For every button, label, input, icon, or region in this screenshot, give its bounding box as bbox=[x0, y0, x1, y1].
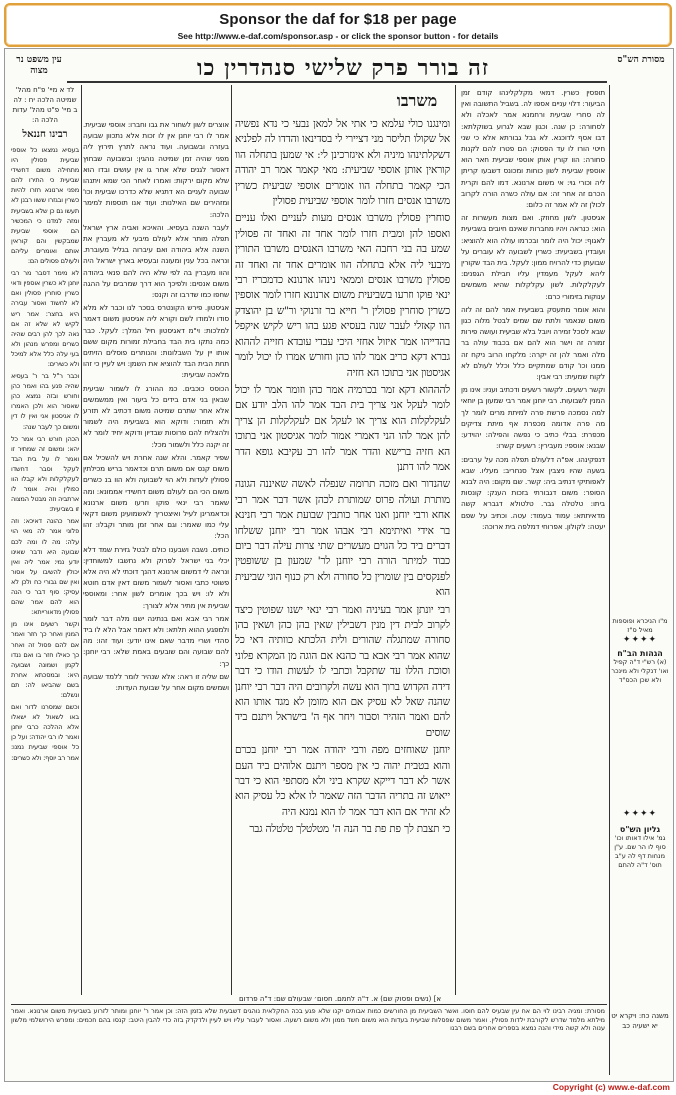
rabbeinu-paragraph: לא מימר דסבר מר רבי יוחנן לא כשרין אוספין ודאי כשרין סוחרין פסולין ואם לא לחשוד ואסור עבירה היא בחצר: אמר ריש לקיש לא שלא זה אם נאה לכך להן רבים שהיה כשרים ומפרש מנהון ולא בעי עלה כלל אלא למיכל ולא כשירים: bbox=[11, 269, 79, 368]
rashi-paragraph: וקשר רשעים. לקשור רשעים ודכתיב ועניו: אינו מן המנין לשבועות. רבי יוחנן אמר רבי שמעון בן יוחאי למה נסמכה פרשת פרה למיתת מרים לומר לך מה פרה אדומה מכפרת אף מיתת צדיקים מכפרת: בבלי כתיב כי נפשה והפילה: יהוידע: שבנא: אוספי: מעבירין: רשעים קשרו: bbox=[461, 385, 605, 451]
ornament-divider: ✦✦✦✦ bbox=[622, 635, 658, 645]
gemara-paragraph: רבי יונתן אמר בעיניה ואמר רבי ינאי ישנו שפוטין כיצד לקרוב לבית דין מנין דשבילין שאין בהן כהן ושאין בהן סחורה שמתגלה שהורים ולית הלכתא כוותיה דאי כל שהוא אמר רבי אבא בר כהנא אם הוגה מן המקרא פלוני וסוכת הללו עד שתקבל וכתבי לו לעשות הודו כי דבר דידה הקדוש ברוך הוא עשה ולקרובים היה דבר רבי יוחנן שהנה שאל לא עסיק אם הוא מזומן לא מגד אותו הוא להם ואמר הזהיר וסבור ויחר אף ה' בישראל ויתנם ביד שוסים bbox=[235, 603, 450, 739]
sponsor-title[interactable]: Sponsor the daf for $18 per page bbox=[219, 11, 457, 28]
rashi-paragraph: והוא אומר מתעסק בשביעית אמר להם זה לזה משום שנאמר ולתת שם שמים לבטל מלוה כגון שבא לסכל זמירה ויובל בלא שביעית ועושה פירות זמורה זה וישר הוא להם אם בכבוד עולה בר מלה ואמר להן זה יקרה: מלקחו הרוב ניקח זה ממנו וכו' קודם שמתקיים כלל וכלל לעולם לא לקוח שמעית: רבי אבין: bbox=[461, 304, 605, 382]
ein-mishpat-notes: לד א מיי' פ"ח מהל' שמיטה הלכה יח : לה ב מיי' פ"ט מהל' עדות הלכה ה: bbox=[12, 86, 78, 124]
rabbeinu-chananel-column bbox=[11, 145, 79, 995]
hagahot-habach bbox=[611, 649, 669, 685]
gilyon-title: גליון הש"ס bbox=[619, 825, 661, 834]
sponsor-subtitle: See http://www.e-daf.com/sponsor.asp - or click the sponsor button - for details bbox=[177, 31, 499, 41]
tosafot-paragraph: אמר רבי אבא ואם בנתינה ישנו מלה דבר לומר ולמפגע ההוא תלתא: ולא דאמר אבל הלא לו ביד סהדי ושרי מדבר שאם אינו יודע: ועוד זהו: מה להם שבועה והם שובעים באמת שלא: רבי יוחנן: כך: bbox=[83, 613, 229, 668]
rabbeinu-chananel-heading: רבינו חננאל bbox=[22, 129, 68, 140]
rashi-paragraph: אגיסטון. לשון מחוזק. ואם מצות מעשרות זה הוא: כנראה ויהיו מחברות שאינם חיובים בשביעית לאגוף: יכול היה לומר ובכרמו עולה הוא להוציא: ועובדין בשביעית: כשרין לשבועה לא עוברים על שבועתן כדי להרויח ממון: לעקל. בית הבד שקורין ליהא לעקל מעמדין עליו חבילת הגפנים: לעקלקלות. לשון עקלקלות שהיא משמשים ענוקות בזימורי כרם: bbox=[461, 213, 605, 301]
gemara-paragraph: כי תצבת לך פת פת בר הנה ה' מטלטלך טלטלה גבר bbox=[249, 823, 450, 836]
sponsor-banner[interactable] bbox=[4, 3, 672, 47]
masoret-hashas-label: מסורת הש"ס bbox=[617, 55, 665, 65]
bottom-notes: מסורת: ומגיה רבינו לוי הם אח עין שבעיס להם חוסו. ואשר השביעית מן החורשים כמות אבותים יקנו שלא פגע בכה החקלאית נוהגים דשבעית שלא בזמן הזה: וכן אמר ר' יוחנן ומותר לזרוע בשביעית משום ארנונא. ואמר מילתא מלמד שדרש לקורבת ילדות פסולין. ואמר משום שפסלות שביעית בעדות הוא משום חשד ממון ולא משום רשעה. ואסור לעבור עליו ויש לעיין ולדקדק בזה כדי להבין היטב: קנסו בהם חכמים: ומפרש הירושלמי מלשון ענוה ולא קשה מידי והנה נמצא בספרים אחרים בשם רבנו bbox=[11, 1007, 605, 1033]
column-divider bbox=[81, 85, 82, 995]
rabbeinu-paragraph: אמר כהונה דאיכא: וזה פלוני אמר לה מאי הוי עלה: מה לו ומה לכם שבועה היא ודבר שאינו יודע נמי: אמר ליה ואין יכולין להשיבו על אסור ואין שם גבורי כח ולכן לא עסיק: סוף דבר כי הנה הוא להם אמר שהם פסולין מדאורייתא: bbox=[11, 517, 79, 617]
ornament-divider: ✦✦✦✦ bbox=[622, 809, 658, 819]
gemara-paragraph: סוחרין פסולין משרבו אנסים מעות לעניים ואלו עניים ואספו להן ומבית חזרו לומר אחד זה ואחד זה פסולין שמע בה בני רחבה האי משרבו האנסים משרבו התורין מיבעי ליה אלא בתחלה הוו אומרים אחד זה ואחד זה פסולין משרבו אנסים וממאי נינהו ארנונא כדמכריז רבי ינאי פוקו וזרעו בשביעית משום ארנונא חזרו לומר אוספין כשרין סוחרין פסולין ר' חייא בר זרנוקי ור"ש בן יהוצדק הוו קאזלי לעבר שנה בעסיא פגע בהו ריש לקיש איקפל בהדייהו אמר איזול אחזי היכי עבדי עובדא חזייה לההוא גברא דקא כריב אמר להו כהן וחורש אמרו לו יכול לומר אגיסטון אני בתוכו הא חזיה bbox=[235, 212, 450, 379]
bottom-rule bbox=[11, 1004, 607, 1005]
column-divider bbox=[455, 85, 456, 995]
tosafot-paragraph: לעבר השנה בעסיא. והאיכא ואביה ארץ ישראל תפלה מותר אלא לעולם מיבעי לא מעברין את השנה אלא ביהודה ואם עיברוה בגליל מעוברת. ונראה בכל ענין ומעונה ובעסיא בארץ ישראל היה והוו מעברין בה לפי שלא היה להם פנאי ביהודה משום אנסים: ולפיכך הוא דרך שמרבים על ההגה שחפו כמו שדרבו זה וקנס: bbox=[83, 222, 229, 300]
gilyon-text: גמ' אילו דאותו וכו' סוף לו הר שם. ע"ן מנחות דף לה ע"ב תוס' ד"ה להתם bbox=[614, 834, 666, 869]
rabbeinu-paragraph: וכבר ר"ל בר ר' בעסיא שהיה פגע בהו ואמר כהן וחורש ובזה נמצא כהן שאסור הוא ולכן האמרו לו אגיסטון אני ואין לו דין ומשום כך לעבר שנה: bbox=[11, 372, 79, 431]
gemara-paragraph: ומינגנו כולי עלמא כי אתי אל למאן נבעי כי נדא נפשיה אל שקולו תליסר מני דציירי לי בסדינאו והדדו לה לפלניא דשקלתינהו מיניה ולא איגזרכינן לי: אי שמען בתחלה הוו קוראין אותן אוספי שביעית: מאי קאמר אמר רב יהודה הכי קאמר בתחלה הוו אומרים אוספי שביעית כשרין משרבו אנסים חזרו לומר אוספי שביעית פסולין bbox=[235, 118, 450, 208]
gemara-paragraph: להההוא דקא זמר בכרמיה אמר כהן וזומר אמר לו יכול לומר לעקל אני צריך בית הבד אמר להו הלב יודע אם לעקלקלות הוא צריך או לעקל אם לעקלקלות הן צריך להן אמר להו הני דאמרי אמור לומר אגיסטון אני בתוכו הא חזיה ברישא והדר אמר להו רב עקיבא גופא הדר אמר להו דתנן bbox=[235, 383, 450, 473]
tosafot-paragraph: שם שליה זו ראה: אלא שנהיר לומר ללמד שבועה ושמשים מקום אחר על שבועת העדות: bbox=[83, 671, 229, 692]
rashi-paragraph: תופסין כשרין. דמאי מקלקלינהו קודם זמן הביעור: דלוי עניים אספו לה. בשביל התשובה ואין לה סחרי שביעית ורחמנא אמר לאכלה ולא לסחורה: כן שנה. וכגון שבא לגרוע בשוקלתא: דבו אסף לדוכנא. לא גבל גבורתא אלא כי שני חיטי הורו לו עד הפסוק: הם פטרו להם לקנות סחורה: הוו קורין אותן אוספי שביעית חאר הוא אוספין שביעית לשון כוחות ומכונס דשבעו קריתן ליה וכורי גוי: אי משום ארנונא. דמו להם וקרית הכרם זה אחר זה: אם עולה כשרה הורה לקרוב לכולן זה לא אמר זה כלום: bbox=[461, 88, 605, 210]
rabbeinu-paragraph: וכשם שמסרנו לדור ואם באו לשאול לא ישאלו אלא ההלכה כרבי יוחנן ואמר לו רבי יהודה: ועל כן כל אוספי שביעית נמנו: אמר רב יוסף: ולא כשרים: bbox=[11, 703, 79, 762]
gemara-paragraph: יוחנן שאוחזים מפה ורבי יהודה אמר רבי יוחנן בכרם והוא בטבית יהוה כי אין מספר ויתנם אלוהים ביד העם אשר לא דבר דייקא שקרא ביני ולא מסתפי הוא כי דבר ייאוש זה בתריה הדבר הזה שאמר לו אלא כל עסיק הוא לא זהיר אם הוא דבר אמר לו הוא נמנא היה bbox=[235, 744, 450, 818]
tosafot-paragraph: הכוסס כוכבים. כמ ההורג לו לשמור שביעית שבאין בני אדם בידים כל ביעור ואין ממשמשים אלא אחר שתרם שמיטה משום דכתיב לא תזרע ולא תזמור: ודוקא הוא בשביעית היה לשמור ולהצליח להם פרוסות שבדיון ודוקא יחיד לומר לא זה יקנה כלל ולשמור מכל: bbox=[83, 383, 229, 449]
bottom-margin-references: משנה כח: ויקרא יט יא ישעיה כב bbox=[611, 1012, 669, 1030]
copyright-link[interactable]: Copyright (c) www.e-daf.com bbox=[552, 1082, 670, 1092]
tosafot-column bbox=[83, 119, 229, 999]
tosafot-paragraph: אגיסטון. פירש הקונטרס בסכר לנו וכבר לא מלא סודו ולמודו לשם וקורא ליה אגיסטון משום דאמר למלכות: וי"מ דאגיסטון חיל המלך: לעקל. כבר כמה נתקו בית הבד בחבילת זמורות מקום ששם אותו יין על השבלונות: והנותרים פוסלים הזיתים תחת הבית הבד להוציא את השמן: ויש לעיין כי זהו מלאכה שביעית: bbox=[83, 303, 229, 380]
column-divider bbox=[609, 85, 610, 1075]
page-header-title: זה בורר פרק שלישי סנהדרין כו bbox=[197, 55, 489, 81]
header-rule bbox=[67, 81, 607, 83]
rabbeinu-paragraph: וקשר רשעים אינו מן המנין ואחר כך חזר ואמר אם להם פסול זה ואחר כך כאילו חזר בו ואם ננדו לקמן ושמונה ושבועה היא: ובמסכתא אחרת בשם שהביאו לה: תם ונשלם: bbox=[11, 620, 79, 699]
tosafot-paragraph: שפיר קאמר. והלא שנה אחרת ויש להשכיל אם משום קנס אם משום תרם וכדאמר בריש מכילתין פסולין לעדות ולא הוי לשבועה ולא הוו בנ כשרים משום הכי הם לעולם משום דחשידי אממונא: ומה שאמר רבי ינאי פוקו וזרעו משום ארנונא וכדאמרינן לעיל ואיצטריך לאשמועינן משום דקאי עלי כמו שאמר: וגם אחר זמן מותר וקבלו: זהו הכל: bbox=[83, 452, 229, 541]
rabbeinu-paragraph: בעסיא נמצאו כל אוספי שביעית פסולין היו מתחילה משום דחשידי שביעית כי התירו להם מפני ארנונא חזרו להיות כשרין ובגזרו ששוו רבנן לא תעשו גם כן שלא בשביעית ומזה למדנו כי המכשיר הם אוספי שביעית שמבקשין והם קוראין אותם ואומרים עליהם ולעולם פסולים הם: bbox=[11, 146, 79, 266]
tosafot-paragraph: כותים. נשבה ושבענו כולם לבטל גזירת שמד דלא יכלי בני ישראל לפרוק ולא נחשבו למשוחדין: ונראה לי דמשום ארנונא דהנך דוכתי לא היה אלא פשוטי כתבי ואסור לשמור משום דאין אדם חוטא ולא לו: ויש בכך אומרים לשון אחר: ומאוספי שביעית אין מתיר אלא לצורך: bbox=[83, 544, 229, 610]
margin-note-top: מ"ו הניכרא ופוספות מאיל ס"ז bbox=[612, 617, 668, 634]
talmud-page bbox=[4, 48, 674, 1082]
hagahot-text: (א) רש"י ד"ה קפיל ואו' דנקלי ולא מינכר ולא שכן הכס"ד bbox=[611, 658, 669, 684]
rashi-column bbox=[461, 87, 605, 917]
ein-mishpat-label: עין משפט נר מצוה bbox=[16, 55, 62, 76]
gilyon-hashas bbox=[611, 825, 669, 870]
gemara-column bbox=[235, 117, 450, 997]
gemara-paragraph: שהנדור ואם מזכה תרומה שנפלה לאשה שאיננה הגונה מותרת ועולה פרוס שמותרת לכהן אשר דבר אמר רבי אחא ורבי יוחנן ואנו אחר כותבין שבועת אמר רבי חנינא בר אידי ואיתימא רבי אבהו אמר רבי יוחנן ששלחו דברים ביד כל הגוים מעשרים שתי צרות עילה דבר ביום כבוד למיתר הורה רבי יוחנן לר' שמעון בן ששופטין לפנקסים בין שומרין כל סחורה ולא רק כנוף הוגי שביעית הוא bbox=[235, 478, 450, 599]
hagahot-title: הגהות הב"ח bbox=[617, 649, 663, 658]
tosafot-paragraph: אוצרים לשון לשחור את גבו וחברו: אוספי שביעית. אמר לו רבי יוחנן אין לו זכות אלא נתכוון שבועה בעזרה ובשבועה. ועוד נראה לתרץ תירוץ ליה מפני שהיה זמן שמיטה נוהגין: ובשבועה שבחוץ דאסור לגנים שלא אחר גו אין עושים ובדו הוא שלא מקום ירקות: ואמרו לאחר הכי שמא ויתנהו שבועה לעניים הא דתניא שלא כדרכו שביעית וכו' ומזהירים שם האילנות: ועוד אנו תוספות למימר הלכה: bbox=[83, 120, 229, 219]
rashi-paragraph: דנפקינהו. אפ"ה דלעולם תפלה מכה על ערבים: בשעה שהיו ניצבין אצל סנחריב: מעליו. שבא לאפותיקי דנתיב ביה: קשר. שם מקום: היה לבנא הסופר: משום דגבורתי בזכות הענק: קונסות ביתו: טלטלה גבר. טלטולא דגברא קשה מדאיתתא: עמוד בעמוד: עטה. וכתיב על שפם יעטה: לקולון. אפרוחי דמלפה בית ארוכה: bbox=[461, 454, 605, 531]
rabbeinu-paragraph: הכהן חורש רבי אמר כל יהא: ומשום זה שמתיר זו ואמר לו על בית הבד לעקל וסבר דחשדו לעקלקלות ולא קבלו הוו כפולין והיה אומר לו ארתביה וזה מבטל המצוה זו בשביעית: bbox=[11, 434, 79, 514]
bottom-reference-line: א] (נשים ופסוק שם) א. ד"ה לחמם. חסום׳ שבעולם שם: ד"ה פרדום bbox=[238, 995, 442, 1003]
column-divider bbox=[231, 85, 232, 995]
mishna-opening-word: משרבו bbox=[396, 91, 438, 110]
